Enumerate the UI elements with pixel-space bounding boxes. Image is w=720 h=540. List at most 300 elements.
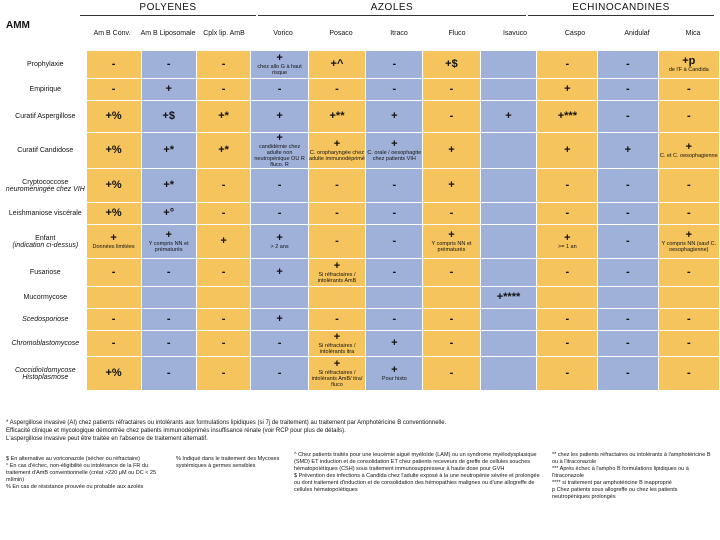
cell-note: Si réfractaires / intolérants AmB/ itra/ fluco xyxy=(311,370,363,388)
table-cell xyxy=(141,259,196,287)
table-cell xyxy=(537,79,598,101)
table-cell xyxy=(423,203,480,225)
column-header: Isavuco xyxy=(486,18,544,50)
table-cell xyxy=(251,169,308,203)
table-cell xyxy=(537,309,598,331)
table-cell xyxy=(366,203,423,225)
cell-symbol: +p xyxy=(682,55,696,67)
cell-symbol: + xyxy=(110,232,117,244)
cell-symbol: + xyxy=(276,132,283,144)
row-label-text: Leishmaniose viscérale xyxy=(8,210,82,217)
table-row xyxy=(5,225,720,259)
table-cell xyxy=(480,331,537,357)
table-cell xyxy=(251,51,308,79)
cell-symbol: - xyxy=(335,83,339,95)
row-label-text: Curatif Aspergillose xyxy=(15,113,76,120)
column-header: Caspo xyxy=(544,18,606,50)
cell-symbol: + xyxy=(448,229,455,241)
cell-symbol: +^ xyxy=(330,58,344,70)
footnote-col1: $ En alternative au voriconazole (sécher ou réfractaire) ° En cas d'échec, non-éligibilité ou intolérance de la FR du traitement d'AmB conventionnelle (créat >220 µM ou DC < 25 ml/min) % En cas de résistance prouvée ou probable aux azolés xyxy=(6,456,157,490)
table-cell xyxy=(196,225,251,259)
cell-symbol: - xyxy=(626,367,630,379)
table-cell xyxy=(251,357,308,391)
row-label-text: Empirique xyxy=(29,86,62,93)
cell-symbol: +** xyxy=(329,110,345,122)
table-cell xyxy=(251,79,308,101)
column-header: Vorico xyxy=(254,18,312,50)
cell-note: Si réfractaires / intolérants itra xyxy=(318,343,356,355)
table-row xyxy=(5,331,720,357)
table-cell xyxy=(86,101,141,133)
cell-symbol: - xyxy=(686,367,691,379)
table-row xyxy=(5,309,720,331)
table-cell xyxy=(196,357,251,391)
table-cell xyxy=(308,309,365,331)
cell-note: Y compris NN et prématurés xyxy=(148,241,189,253)
table-cell xyxy=(308,79,365,101)
table-cell xyxy=(251,309,308,331)
table-cell xyxy=(308,203,365,225)
cell-symbol: - xyxy=(111,313,116,325)
cell-note: Y compris NN et prématurés xyxy=(431,241,472,253)
table-row xyxy=(5,203,720,225)
cell-symbol: - xyxy=(392,235,397,247)
table-cell xyxy=(598,203,658,225)
table-cell xyxy=(598,357,658,391)
table-cell xyxy=(86,169,141,203)
cell-note: C. et C. oesophagienne xyxy=(659,153,718,159)
group-echinocandines: ECHINOCANDINES xyxy=(528,2,714,16)
table-cell xyxy=(196,101,251,133)
table-cell xyxy=(658,79,719,101)
table-cell xyxy=(86,79,141,101)
table-cell xyxy=(196,287,251,309)
column-header: Am B Liposomale xyxy=(140,18,196,50)
cell-symbol: - xyxy=(392,179,397,191)
cell-symbol: - xyxy=(565,207,570,219)
cell-symbol: - xyxy=(221,313,226,325)
table-cell xyxy=(423,79,480,101)
cell-symbol: + xyxy=(276,110,283,122)
cell-symbol: - xyxy=(111,337,116,349)
cell-symbol: - xyxy=(626,266,630,278)
cell-note: > 2 ans xyxy=(270,244,289,250)
table-cell xyxy=(537,203,598,225)
table-cell xyxy=(86,287,141,309)
table-cell xyxy=(308,331,365,357)
cell-symbol: +% xyxy=(105,367,122,379)
table-cell xyxy=(366,225,423,259)
cell-symbol: + xyxy=(333,331,341,343)
table-cell xyxy=(308,357,365,391)
table-cell xyxy=(480,169,537,203)
cell-symbol: - xyxy=(686,110,691,122)
cell-symbol: - xyxy=(335,235,339,247)
row-label xyxy=(5,259,87,287)
cell-symbol: - xyxy=(449,110,454,122)
table-cell xyxy=(251,101,308,133)
cell-symbol: +**** xyxy=(496,291,521,303)
table-cell xyxy=(141,357,196,391)
table-cell xyxy=(658,101,719,133)
table-cell xyxy=(658,203,719,225)
row-label-text: Curatif Candidose xyxy=(17,147,74,154)
cell-symbol: - xyxy=(565,266,570,278)
table-cell xyxy=(308,51,365,79)
cell-symbol: - xyxy=(626,235,630,247)
table-cell xyxy=(86,225,141,259)
cell-symbol: + xyxy=(391,138,398,150)
cell-symbol: +° xyxy=(163,207,175,219)
cell-symbol: - xyxy=(392,313,397,325)
table-cell xyxy=(86,51,141,79)
row-label-text: Cryptococcose xyxy=(22,178,69,186)
column-header: Fluco xyxy=(428,18,486,50)
cell-symbol: + xyxy=(564,83,571,95)
table-cell xyxy=(141,101,196,133)
table-cell xyxy=(308,101,365,133)
column-header: Anidulaf xyxy=(606,18,668,50)
cell-symbol: + xyxy=(333,138,341,150)
group-polyenes: POLYENES xyxy=(80,2,256,16)
cell-symbol: + xyxy=(505,110,512,122)
cell-symbol: + xyxy=(276,313,283,325)
cell-symbol: - xyxy=(392,207,397,219)
row-label-text: Fusariose xyxy=(29,269,61,276)
table-cell xyxy=(366,169,423,203)
table-cell xyxy=(86,357,141,391)
cell-symbol: - xyxy=(221,266,226,278)
cell-symbol: - xyxy=(221,337,226,349)
amm-label: AMM xyxy=(6,20,30,31)
cell-symbol: + xyxy=(685,229,692,241)
cell-symbol: +$ xyxy=(445,58,458,70)
row-label xyxy=(5,101,87,133)
cell-symbol: - xyxy=(449,266,454,278)
table-cell xyxy=(86,259,141,287)
table-cell xyxy=(423,51,480,79)
cell-symbol: +* xyxy=(163,179,175,191)
table-cell xyxy=(251,203,308,225)
table-cell xyxy=(598,259,658,287)
table-cell xyxy=(658,133,719,169)
table-cell xyxy=(423,357,480,391)
table-cell xyxy=(366,133,423,169)
cell-symbol: - xyxy=(565,179,570,191)
column-header: Cplx lip. AmB xyxy=(196,18,252,50)
row-label xyxy=(5,357,87,391)
overlap-line-2: Efficacité clinique et mycologique démontrée chez patients immunodéprimés insuffisance rénale (voir RCP pour plus de détails). xyxy=(6,428,346,434)
table-cell xyxy=(480,101,537,133)
table-cell xyxy=(423,133,480,169)
table-cell xyxy=(537,287,598,309)
table-cell xyxy=(308,225,365,259)
table-cell xyxy=(141,79,196,101)
row-label xyxy=(5,51,87,79)
table-cell xyxy=(598,225,658,259)
table-cell xyxy=(366,259,423,287)
cell-symbol: - xyxy=(221,58,226,70)
cell-symbol: - xyxy=(166,266,171,278)
cell-symbol: - xyxy=(277,83,282,95)
table-cell xyxy=(423,101,480,133)
table-cell xyxy=(366,79,423,101)
table-cell xyxy=(141,287,196,309)
cell-symbol: - xyxy=(166,313,171,325)
table-cell xyxy=(308,169,365,203)
table-cell xyxy=(480,133,537,169)
table-cell xyxy=(537,259,598,287)
table-cell xyxy=(598,79,658,101)
row-label xyxy=(5,203,87,225)
cell-symbol: + xyxy=(564,144,571,156)
table-cell xyxy=(366,51,423,79)
table-cell xyxy=(308,259,365,287)
group-azoles: AZOLES xyxy=(258,2,526,16)
row-label-text: Coccidioïdomycose Histoplasmose xyxy=(14,366,76,381)
cell-symbol: +* xyxy=(218,110,229,122)
cell-symbol: - xyxy=(335,313,339,325)
table-row xyxy=(5,51,720,79)
table-cell xyxy=(423,331,480,357)
table-cell xyxy=(251,225,308,259)
cell-symbol: - xyxy=(565,313,570,325)
cell-symbol: - xyxy=(626,207,630,219)
column-header: Am B Conv. xyxy=(84,18,140,50)
table-cell xyxy=(598,101,658,133)
table-cell xyxy=(141,203,196,225)
cell-symbol: +* xyxy=(218,144,229,156)
table-cell xyxy=(196,51,251,79)
cell-symbol: +$ xyxy=(162,110,175,122)
table-cell xyxy=(423,309,480,331)
cell-symbol: - xyxy=(565,337,570,349)
cell-note: Pour histo xyxy=(381,376,407,382)
cell-symbol: + xyxy=(564,232,571,244)
table-cell xyxy=(141,309,196,331)
cell-symbol: - xyxy=(166,337,171,349)
table-cell xyxy=(658,287,719,309)
table-cell xyxy=(480,287,537,309)
cell-symbol: - xyxy=(221,179,226,191)
column-header: Posaco xyxy=(312,18,370,50)
cell-symbol: - xyxy=(449,337,454,349)
table-cell xyxy=(308,287,365,309)
cell-symbol: + xyxy=(624,144,632,156)
cell-symbol: + xyxy=(276,52,283,64)
cell-symbol: - xyxy=(686,313,691,325)
cell-symbol: - xyxy=(686,179,691,191)
cell-symbol: - xyxy=(392,83,397,95)
cell-symbol: - xyxy=(626,58,630,70)
cell-symbol: - xyxy=(166,58,171,70)
cell-symbol: +*** xyxy=(557,110,577,122)
cell-symbol: + xyxy=(276,232,283,244)
table-cell xyxy=(658,331,719,357)
cell-symbol: + xyxy=(333,260,341,272)
table-cell xyxy=(196,331,251,357)
table-cell xyxy=(141,133,196,169)
table-cell xyxy=(308,133,365,169)
cell-symbol: + xyxy=(448,179,455,191)
cell-symbol: + xyxy=(448,144,455,156)
cell-symbol: + xyxy=(276,266,283,278)
table-cell xyxy=(598,133,658,169)
cell-symbol: - xyxy=(626,110,630,122)
footnote-col4: ** chez les patients réfractaires ou intolérants à l'amphotéricine B ou à l'itraconazole *** Après échec à l'ampho B formulations lipidiques ou à l'itraconazole **** si traitement par amphotéricine B inapproprié p Chez patients sous allogreffe ou chez les patients neutropéniques prolongés xyxy=(552,452,711,500)
cell-symbol: - xyxy=(277,367,282,379)
table-cell xyxy=(423,287,480,309)
cell-note: chez allo G à haut risque xyxy=(257,64,302,76)
cell-symbol: - xyxy=(166,367,171,379)
row-label xyxy=(5,79,87,101)
table-cell xyxy=(480,259,537,287)
table-cell xyxy=(141,225,196,259)
cell-note: Données limitées xyxy=(92,244,135,250)
cell-note: Si réfractaires / intolérants AmB xyxy=(317,272,357,284)
cell-symbol: - xyxy=(449,313,454,325)
cell-symbol: + xyxy=(220,235,227,247)
table-cell xyxy=(86,133,141,169)
table-cell xyxy=(423,225,480,259)
cell-symbol: +% xyxy=(105,207,122,219)
table-cell xyxy=(658,309,719,331)
table-cell xyxy=(537,51,598,79)
cell-symbol: - xyxy=(449,83,454,95)
table-cell xyxy=(196,133,251,169)
cell-symbol: + xyxy=(333,358,341,370)
row-label-text: Enfant xyxy=(35,234,56,242)
cell-symbol: - xyxy=(626,313,630,325)
cell-symbol: + xyxy=(391,110,398,122)
table-cell xyxy=(86,309,141,331)
table-cell xyxy=(658,51,719,79)
cell-symbol: - xyxy=(221,207,226,219)
table-cell xyxy=(598,51,658,79)
cell-symbol: - xyxy=(626,337,630,349)
cell-symbol: - xyxy=(111,83,116,95)
table-cell xyxy=(196,169,251,203)
row-sublabel: (indication ci-dessus) xyxy=(12,241,79,249)
table-cell xyxy=(423,259,480,287)
cell-symbol: - xyxy=(111,266,116,278)
cell-note: Y compris NN (sauf C. oesophagienne) xyxy=(661,241,717,253)
row-label xyxy=(5,133,87,169)
table-cell xyxy=(366,357,423,391)
column-header: Itraco xyxy=(370,18,428,50)
table-row xyxy=(5,259,720,287)
cell-symbol: - xyxy=(565,367,570,379)
table-cell xyxy=(598,331,658,357)
cell-symbol: - xyxy=(626,179,630,191)
indications-table xyxy=(4,50,720,391)
cell-note: >= 1 an xyxy=(558,244,577,250)
cell-symbol: - xyxy=(392,266,397,278)
row-label xyxy=(5,169,87,203)
table-cell xyxy=(598,169,658,203)
cell-symbol: - xyxy=(686,83,691,95)
row-label xyxy=(5,225,87,259)
row-label-text: Mucormycose xyxy=(23,294,68,301)
table-cell xyxy=(598,287,658,309)
table-cell xyxy=(537,331,598,357)
cell-symbol: +* xyxy=(163,144,175,156)
cell-symbol: + xyxy=(165,83,172,95)
cell-symbol: - xyxy=(449,367,454,379)
cell-symbol: +% xyxy=(105,179,122,191)
cell-symbol: - xyxy=(565,58,570,70)
table-cell xyxy=(196,309,251,331)
table-cell xyxy=(196,259,251,287)
cell-symbol: + xyxy=(685,141,692,153)
cell-note: C. oropharyngée chez adulte immunodéprimé xyxy=(309,150,365,162)
cell-note: candidémie chez adulte non neutropénique OU R fluco. R xyxy=(254,144,305,168)
cell-symbol: - xyxy=(335,207,339,219)
cell-symbol: - xyxy=(626,83,630,95)
row-sublabel: neuroméningée chez VIH xyxy=(5,185,85,193)
table-cell xyxy=(141,331,196,357)
table-cell xyxy=(537,101,598,133)
table-cell xyxy=(658,357,719,391)
table-cell xyxy=(423,169,480,203)
table-cell xyxy=(658,259,719,287)
table-cell xyxy=(658,225,719,259)
table-cell xyxy=(86,203,141,225)
table-cell xyxy=(598,309,658,331)
table-row xyxy=(5,169,720,203)
overlap-line-3: L'aspergillose invasive peut être traitée en l'absence de traitement alternatif. xyxy=(6,436,208,442)
table-cell xyxy=(251,331,308,357)
table-cell xyxy=(537,169,598,203)
table-cell xyxy=(366,101,423,133)
table-cell xyxy=(480,357,537,391)
cell-symbol: - xyxy=(277,207,282,219)
row-label xyxy=(5,331,87,357)
column-header: Mica xyxy=(668,18,718,50)
table-cell xyxy=(537,357,598,391)
table-cell xyxy=(480,51,537,79)
table-cell xyxy=(86,331,141,357)
table-row xyxy=(5,357,720,391)
table-cell xyxy=(196,203,251,225)
table-row xyxy=(5,101,720,133)
cell-symbol: - xyxy=(277,179,282,191)
cell-symbol: - xyxy=(686,337,691,349)
cell-symbol: - xyxy=(221,367,226,379)
cell-symbol: - xyxy=(335,179,339,191)
cell-symbol: - xyxy=(392,58,397,70)
row-label-text: Prophylaxie xyxy=(27,61,64,68)
overlap-line-1: * Aspergillose invasive (AI) chez patients réfractaires ou intolérants aux formulations lipidiques (si 7j de traitement) au traitement par Amphotéricine B conventionnelle. xyxy=(6,420,447,426)
table-cell xyxy=(480,309,537,331)
cell-symbol: +% xyxy=(105,144,122,156)
cell-symbol: +% xyxy=(105,110,122,122)
table-cell xyxy=(251,259,308,287)
table-cell xyxy=(537,225,598,259)
cell-symbol: + xyxy=(391,337,398,349)
cell-symbol: - xyxy=(277,337,282,349)
row-label xyxy=(5,287,87,309)
row-label-text: Chromoblastomycose xyxy=(11,340,80,347)
table-cell xyxy=(480,225,537,259)
cell-symbol: - xyxy=(221,83,226,95)
table-row xyxy=(5,287,720,309)
table-cell xyxy=(366,287,423,309)
footnote-col2: % Indiqué dans le traitement des Mycoses systémiques à germes sensibles xyxy=(176,456,280,469)
table-cell xyxy=(658,169,719,203)
table-cell xyxy=(537,133,598,169)
cell-symbol: - xyxy=(686,266,691,278)
